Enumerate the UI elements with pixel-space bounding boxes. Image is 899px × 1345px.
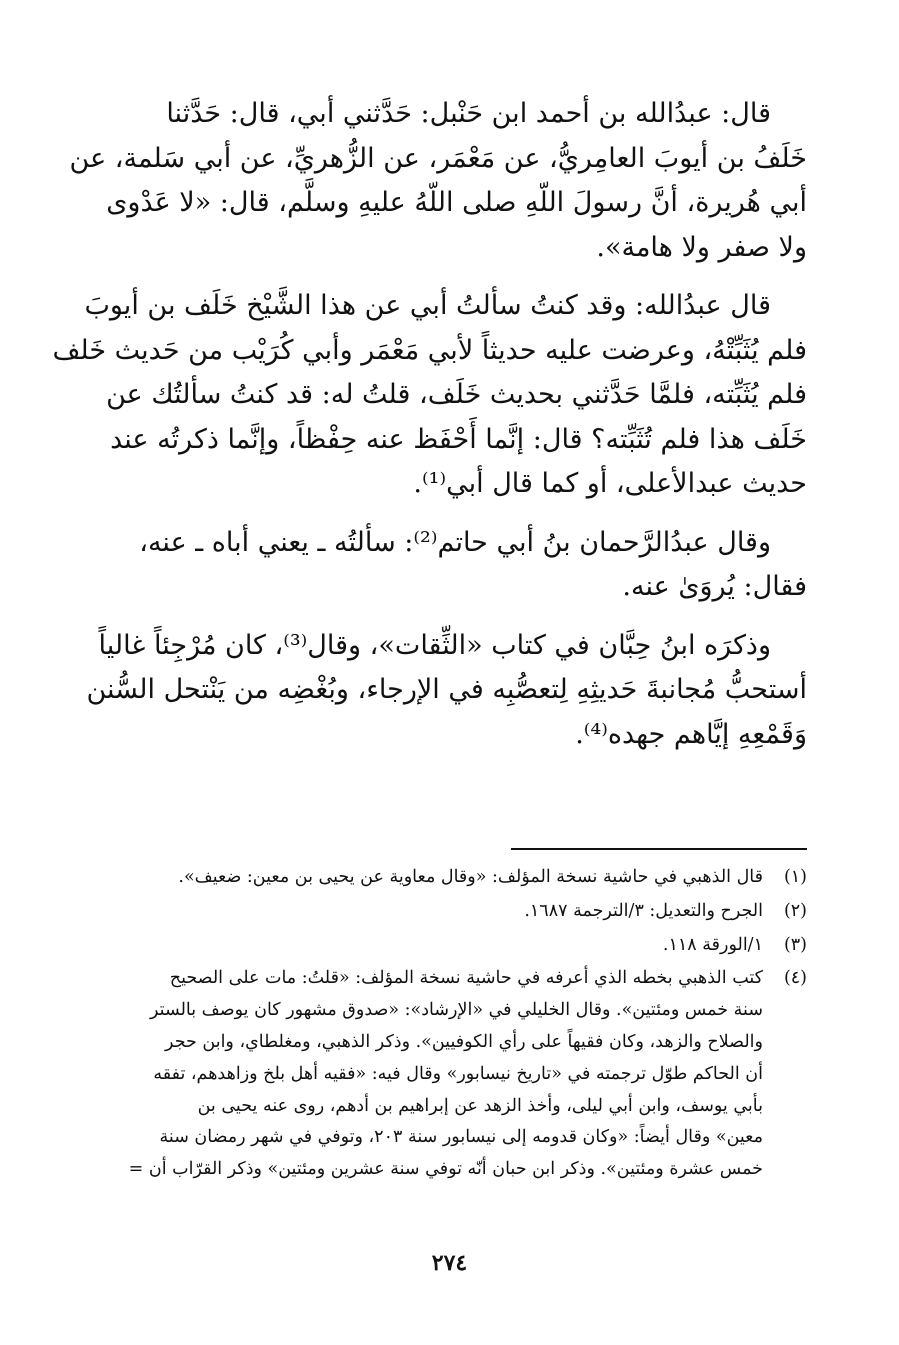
footnote-line: أن الحاكم طوّل ترجمته في «تاريخ نيسابور» وقال فيه: «فقيه أهل بلخ وزاهدهم، تفقه	[153, 1063, 763, 1084]
text-line: أبي هُريرة، أنَّ رسولَ اللّهِ صلى اللّهُ عليهِ وسلَّم، قال: «لا عَدْوى	[106, 187, 807, 218]
paragraph-3	[52, 521, 807, 610]
footnote-number: (٣)	[783, 934, 807, 955]
footnote-line: معين» وقال أيضاً: «وكان قدومه إلى نيسابور سنة ٢٠٣، وتوفي في شهر رمضان سنة	[159, 1127, 763, 1148]
footnote-text	[46, 963, 763, 1186]
footnote-line: سنة خمس ومئتين». وقال الخليلي في «الإرشاد»: «صدوق مشهور كان يوصف بالستر	[150, 1000, 763, 1021]
footnote-number: (٢)	[783, 900, 807, 921]
footnote-line: بأبي يوسف، وابن أبي ليلى، وأخذ الزهد عن إبراهيم بن أدهم، روى عنه يحيى بن	[197, 1095, 763, 1116]
footnote-line: ١/الورقة ١١٨.	[662, 934, 763, 955]
text-line: أستحبُّ مُجانبةَ حَديثِهِ لِتعصُّبِه في الإرجاء، وبُغْضِه من يَنْتحل السُّنن	[86, 674, 807, 705]
text-line: قال: عبدُالله بن أحمد ابن حَنْبل: حَدَّثني أبي، قال: حَدَّثنا	[166, 98, 771, 129]
text-line: وَقَمْعِهِ إيَّاهم جهده⁽⁴⁾.	[575, 718, 807, 750]
footnotes	[46, 862, 807, 1188]
footnote-2	[46, 896, 807, 928]
footnote-text	[46, 862, 763, 894]
text-line: وذكرَه ابنُ حِبَّان في كتاب «الثِّقات»، وقال⁽³⁾، كان مُرْجِئاً غالياً	[98, 629, 771, 661]
footnote-separator	[511, 848, 807, 850]
footnote-text	[46, 930, 763, 962]
footnote-4	[46, 963, 807, 1186]
footnote-number: (٤)	[783, 968, 807, 989]
footnote-line: كتب الذهبي بخطه الذي أعرفه في حاشية نسخة المؤلف: «قلتُ: مات على الصحيح	[169, 968, 763, 989]
text-line: ولا صفر ولا هامة».	[596, 231, 807, 263]
text-line: خَلَف هذا فلم تُثَبِّته؟ قال: إنَّما أَحْفَظ عنه حِفْظاً، وإنَّما ذكرتُه عند	[110, 423, 807, 455]
text-line: فلم يُثَبِّته، فلمَّا حَدَّثني بحديث خَلَف، قلتُ له: قد كنتُ سألتُك عن	[106, 379, 807, 410]
footnote-number: (١)	[783, 867, 807, 887]
paragraph-2	[52, 284, 807, 507]
text-line: فلم يُثَبِّتْهُ، وعرضت عليه حديثاً لأبي مَعْمَر وأبي كُرَيْب من حَديث خَلف	[52, 334, 807, 366]
page-number: ٢٧٤	[431, 1250, 468, 1276]
main-text	[52, 92, 807, 771]
footnote-text	[46, 896, 763, 928]
paragraph-4	[52, 624, 807, 758]
text-line: قال عبدُالله: وقد كنتُ سألتُ أبي عن هذا الشَّيْخ خَلَف بن أيوبَ	[84, 290, 771, 321]
footnote-line: الجرح والتعديل: ٣/الترجمة ١٦٨٧.	[524, 900, 763, 921]
text-line: وقال عبدُالرَّحمان بنُ أبي حاتم⁽²⁾: سألتُه ـ يعني أباه ـ عنه،	[139, 526, 771, 558]
text-line: فقال: يُروَىٰ عنه.	[622, 571, 807, 602]
text-line: خَلَفُ بن أيوبَ العامِريُّ، عن مَعْمَر، عن الزُّهريِّ، عن أبي سَلمة، عن	[69, 142, 807, 174]
paragraph-1	[52, 92, 807, 270]
footnote-line: والصلاح والزهد، وكان فقيهاً على رأي الكوفيين». وذكر الذهبي، ومغلطاي، وابن حجر	[165, 1031, 763, 1052]
footnote-line: قال الذهبي في حاشية نسخة المؤلف: «وقال معاوية عن يحيى بن معين: ضعيف».	[178, 867, 763, 887]
footnote-1	[46, 862, 807, 894]
footnote-line: خمس عشرة ومئتين». وذكر ابن حبان أنّه توفي سنة عشرين ومئتين» وذكر القرّاب أن =	[128, 1159, 763, 1180]
text-line: حديث عبدالأعلى، أو كما قال أبي⁽¹⁾.	[413, 468, 807, 499]
footnote-3	[46, 930, 807, 962]
